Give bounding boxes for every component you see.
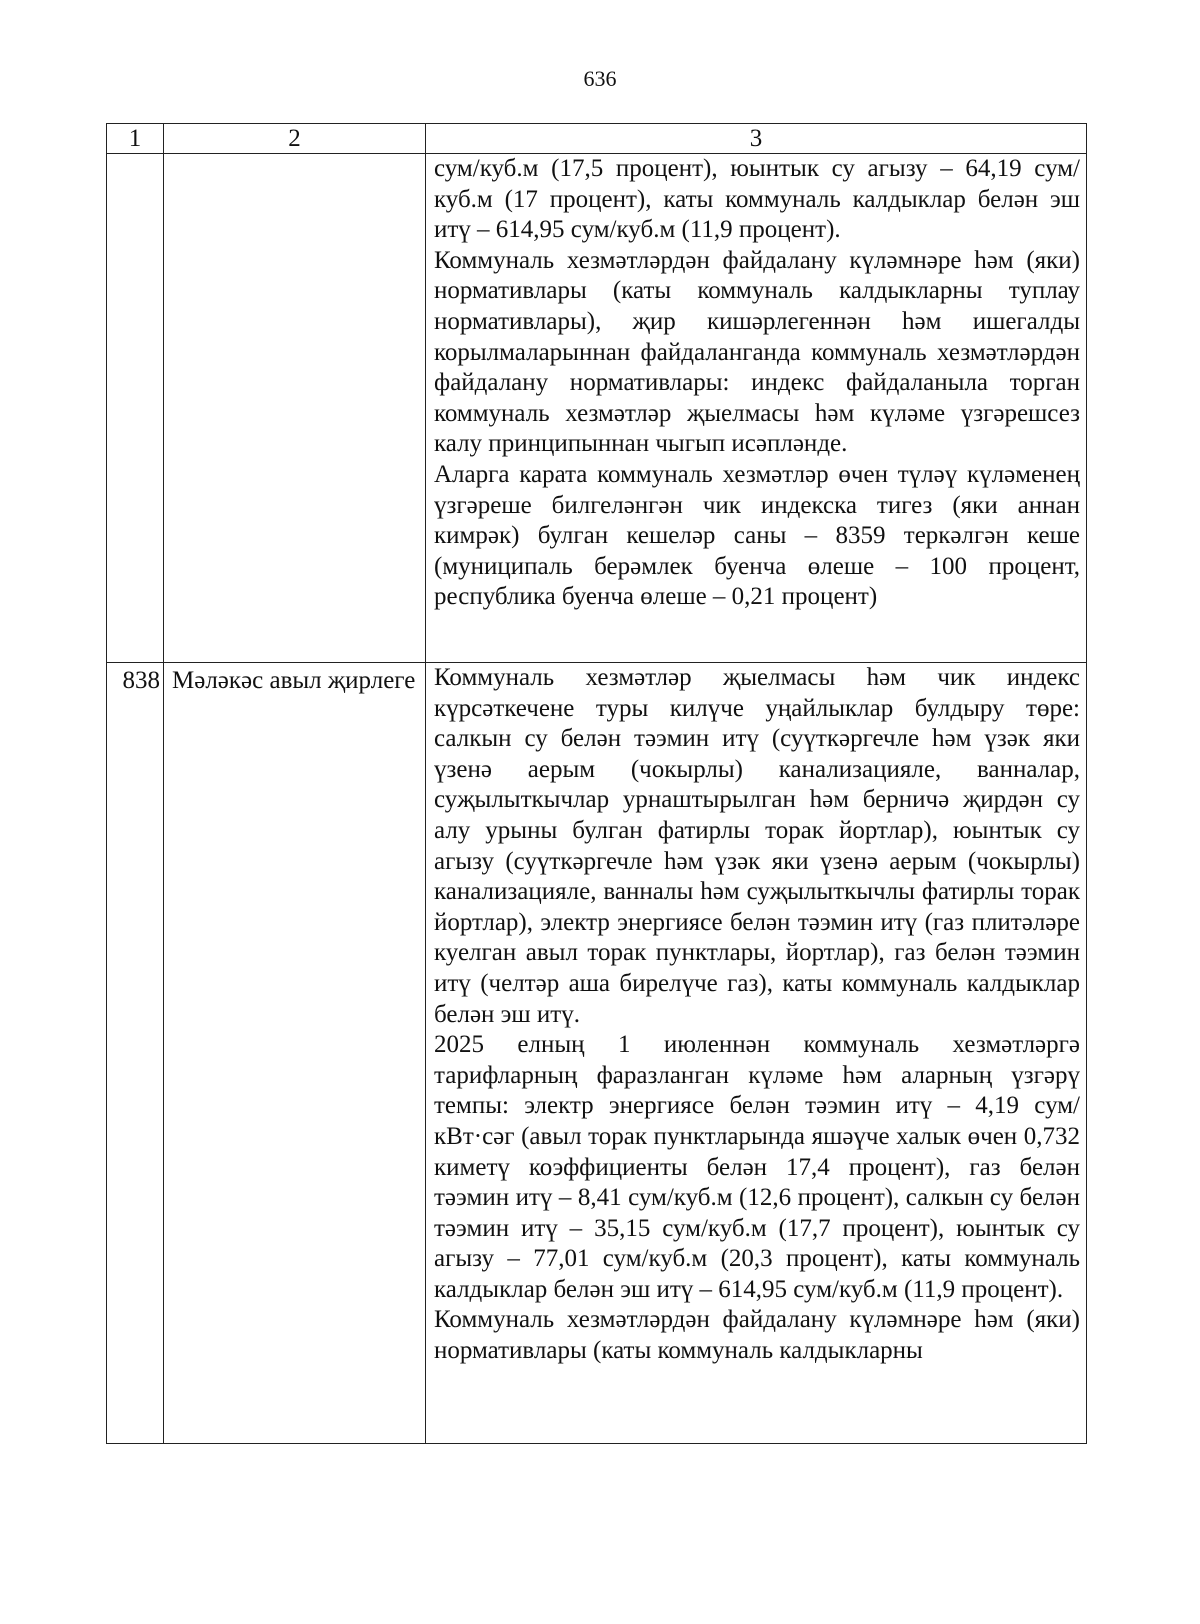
description-paragraph: Коммуналь хезмәтләр җыелмасы һәм чик индекс күрсәткечене туры килүче уңайлыклар булдыру төре: салкын су белән тәэмин итү (суүткәргечле һәм үзәк яки үзенә аерым (чокырлы) канализацияле, ванналар, суҗылыткычлар урнаштырылган һәм берничә җирдән су алу урыны булган фатирлы торак йортлар), юынтык су агызу (суүткәргечле һәм үзәк яки үзенә аерым (чокырлы) канализацияле, ванналы һәм суҗылыткычлы фатирлы торак йортлар), электр энергиясе белән тәэмин итү (газ плитәләре куелган авыл торак пунктлары, йортлар), газ белән тәэмин итү (челтәр аша бирелүче газ), каты коммуналь калдыклар белән эш итү. — [434, 664, 1080, 1028]
table-row — [107, 663, 1087, 1444]
column-header-description: 3 — [426, 124, 1087, 154]
settlement-name-cell: Мәләкәс авыл җирлеге — [164, 663, 426, 1444]
column-header-name: 2 — [164, 124, 426, 154]
description-paragraph: Аларга карата коммуналь хезмәтләр өчен түләү күләменең үзгәреше билгеләнгән чик индекска тигез (яки аннан кимрәк) булган кешеләр саны – 8359 теркәлгән кеше (муниципаль берәмлек буенча өлеше – 100 процент, республика буенча өлеше – 0,21 процент) — [434, 460, 1080, 611]
description-paragraph: Коммуналь хезмәтләрдән файдалану күләмнәре һәм (яки) нормативлары (каты коммуналь калдыкларны — [434, 1306, 1080, 1365]
row-number-cell — [107, 154, 164, 663]
description-paragraph: Коммуналь хезмәтләрдән файдалану күләмнәре һәм (яки) нормативлары (каты коммуналь калдыкларны туплау нормативлары), җир кишәрлегеннән һәм ишегалды корылмаларыннан файдаланганда коммуналь хезмәтләрдән файдалану нормативлары: индекс файдаланыла торган коммуналь хезмәтләр җыелмасы һәм күләме үзгәрешсез калу принципыннан чыгып исәпләнде. — [434, 246, 1080, 458]
description-paragraph: сум/куб.м (17,5 процент), юынтык су агызу – 64,19 сум/куб.м (17 процент), каты коммуналь калдыклар белән эш итү – 614,95 сум/куб.м (11,9 процент). — [434, 155, 1080, 244]
description-cell — [426, 154, 1087, 663]
description-cell — [426, 663, 1087, 1444]
table-header-row — [107, 124, 1087, 154]
description-paragraph: 2025 елның 1 июленнән коммуналь хезмәтләргә тарифларның фаразланган күләме һәм аларның үзгәрү темпы: электр энергиясе белән тәэмин итү – 4,19 сум/кВт·сәг (авыл торак пунктларында яшәүче халык өчен 0,732 киметү коэффициенты белән 17,4 процент), газ белән тәэмин итү – 8,41 сум/куб.м (12,6 процент), салкын су белән тәэмин итү – 35,15 сум/куб.м (17,7 процент), юынтык су агызу – 77,01 сум/куб.м (20,3 процент), каты коммуналь калдыклар белән эш итү – 614,95 сум/куб.м (11,9 процент). — [434, 1031, 1080, 1303]
settlement-name-cell — [164, 154, 426, 663]
table-row — [107, 154, 1087, 663]
column-header-number: 1 — [107, 124, 164, 154]
row-number-cell: 838 — [107, 663, 164, 1444]
tariff-table — [106, 123, 1087, 1444]
page-number: 636 — [583, 66, 617, 91]
